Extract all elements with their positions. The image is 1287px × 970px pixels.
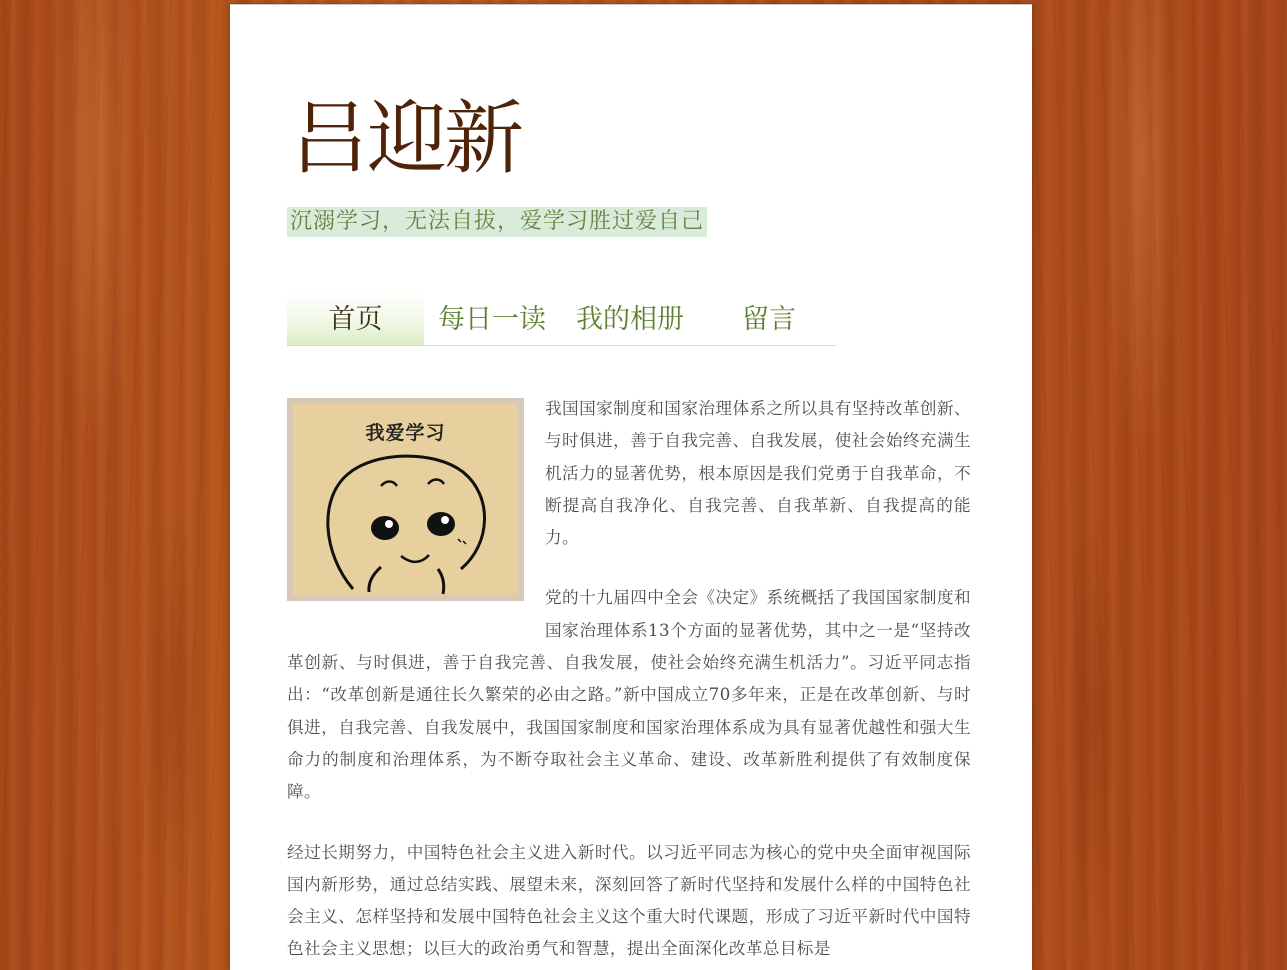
wood-background-right [1032,0,1287,970]
site-tagline: 沉溺学习，无法自拔，爱学习胜过爱自己 [287,207,707,237]
page-panel [230,4,1032,970]
nav-item-daily-reading[interactable]: 每日一读 [438,304,546,335]
wood-background-left [0,0,230,970]
article-paragraph: 党的十九届四中全会《决定》系统概括了我国国家制度和国家治理体系13个方面的显著优势，其中之一是“坚持改革创新、与时俱进，善于自我完善、自我发展，使社会始终充满生机活力”。习近平同志指出：“改革创新是通往长久繁荣的必由之路。”新中国成立70多年来，正是在改革创新、与时俱进，自我完善、自我发展中，我国国家制度和国家治理体系成为具有显著优越性和强大生命力的制度和治理体系，为不断夺取社会主义革命、建设、改革新胜利提供了有效制度保障。 [287,588,971,802]
nav-item-my-album[interactable]: 我的相册 [576,304,684,335]
article-paragraph: 我国国家制度和国家治理体系之所以具有坚持改革创新、与时俱进，善于自我完善、自我发展，使社会始终充满生机活力的显著优势，根本原因是我们党勇于自我革命，不断提高自我净化、自我完善、自我革新、自我提高的能力。 [545,399,971,548]
site-title: 吕迎新 [290,92,521,185]
article-paragraph: 经过长期努力，中国特色社会主义进入新时代。以习近平同志为核心的党中央全面审视国际国内新形势，通过总结实践、展望未来，深刻回答了新时代坚持和发展什么样的中国特色社会主义、怎样坚持和发展中国特色社会主义这个重大时代课题，形成了习近平新时代中国特色社会主义思想；以巨大的政治勇气和智慧，提出全面深化改革总目标是 [287,842,971,959]
main-nav [287,291,836,346]
image-caption-text: 我爱学习 [365,422,446,444]
article-body [287,393,971,970]
nav-item-home[interactable]: 首页 [287,291,424,345]
nav-item-guestbook[interactable]: 留言 [742,304,796,335]
